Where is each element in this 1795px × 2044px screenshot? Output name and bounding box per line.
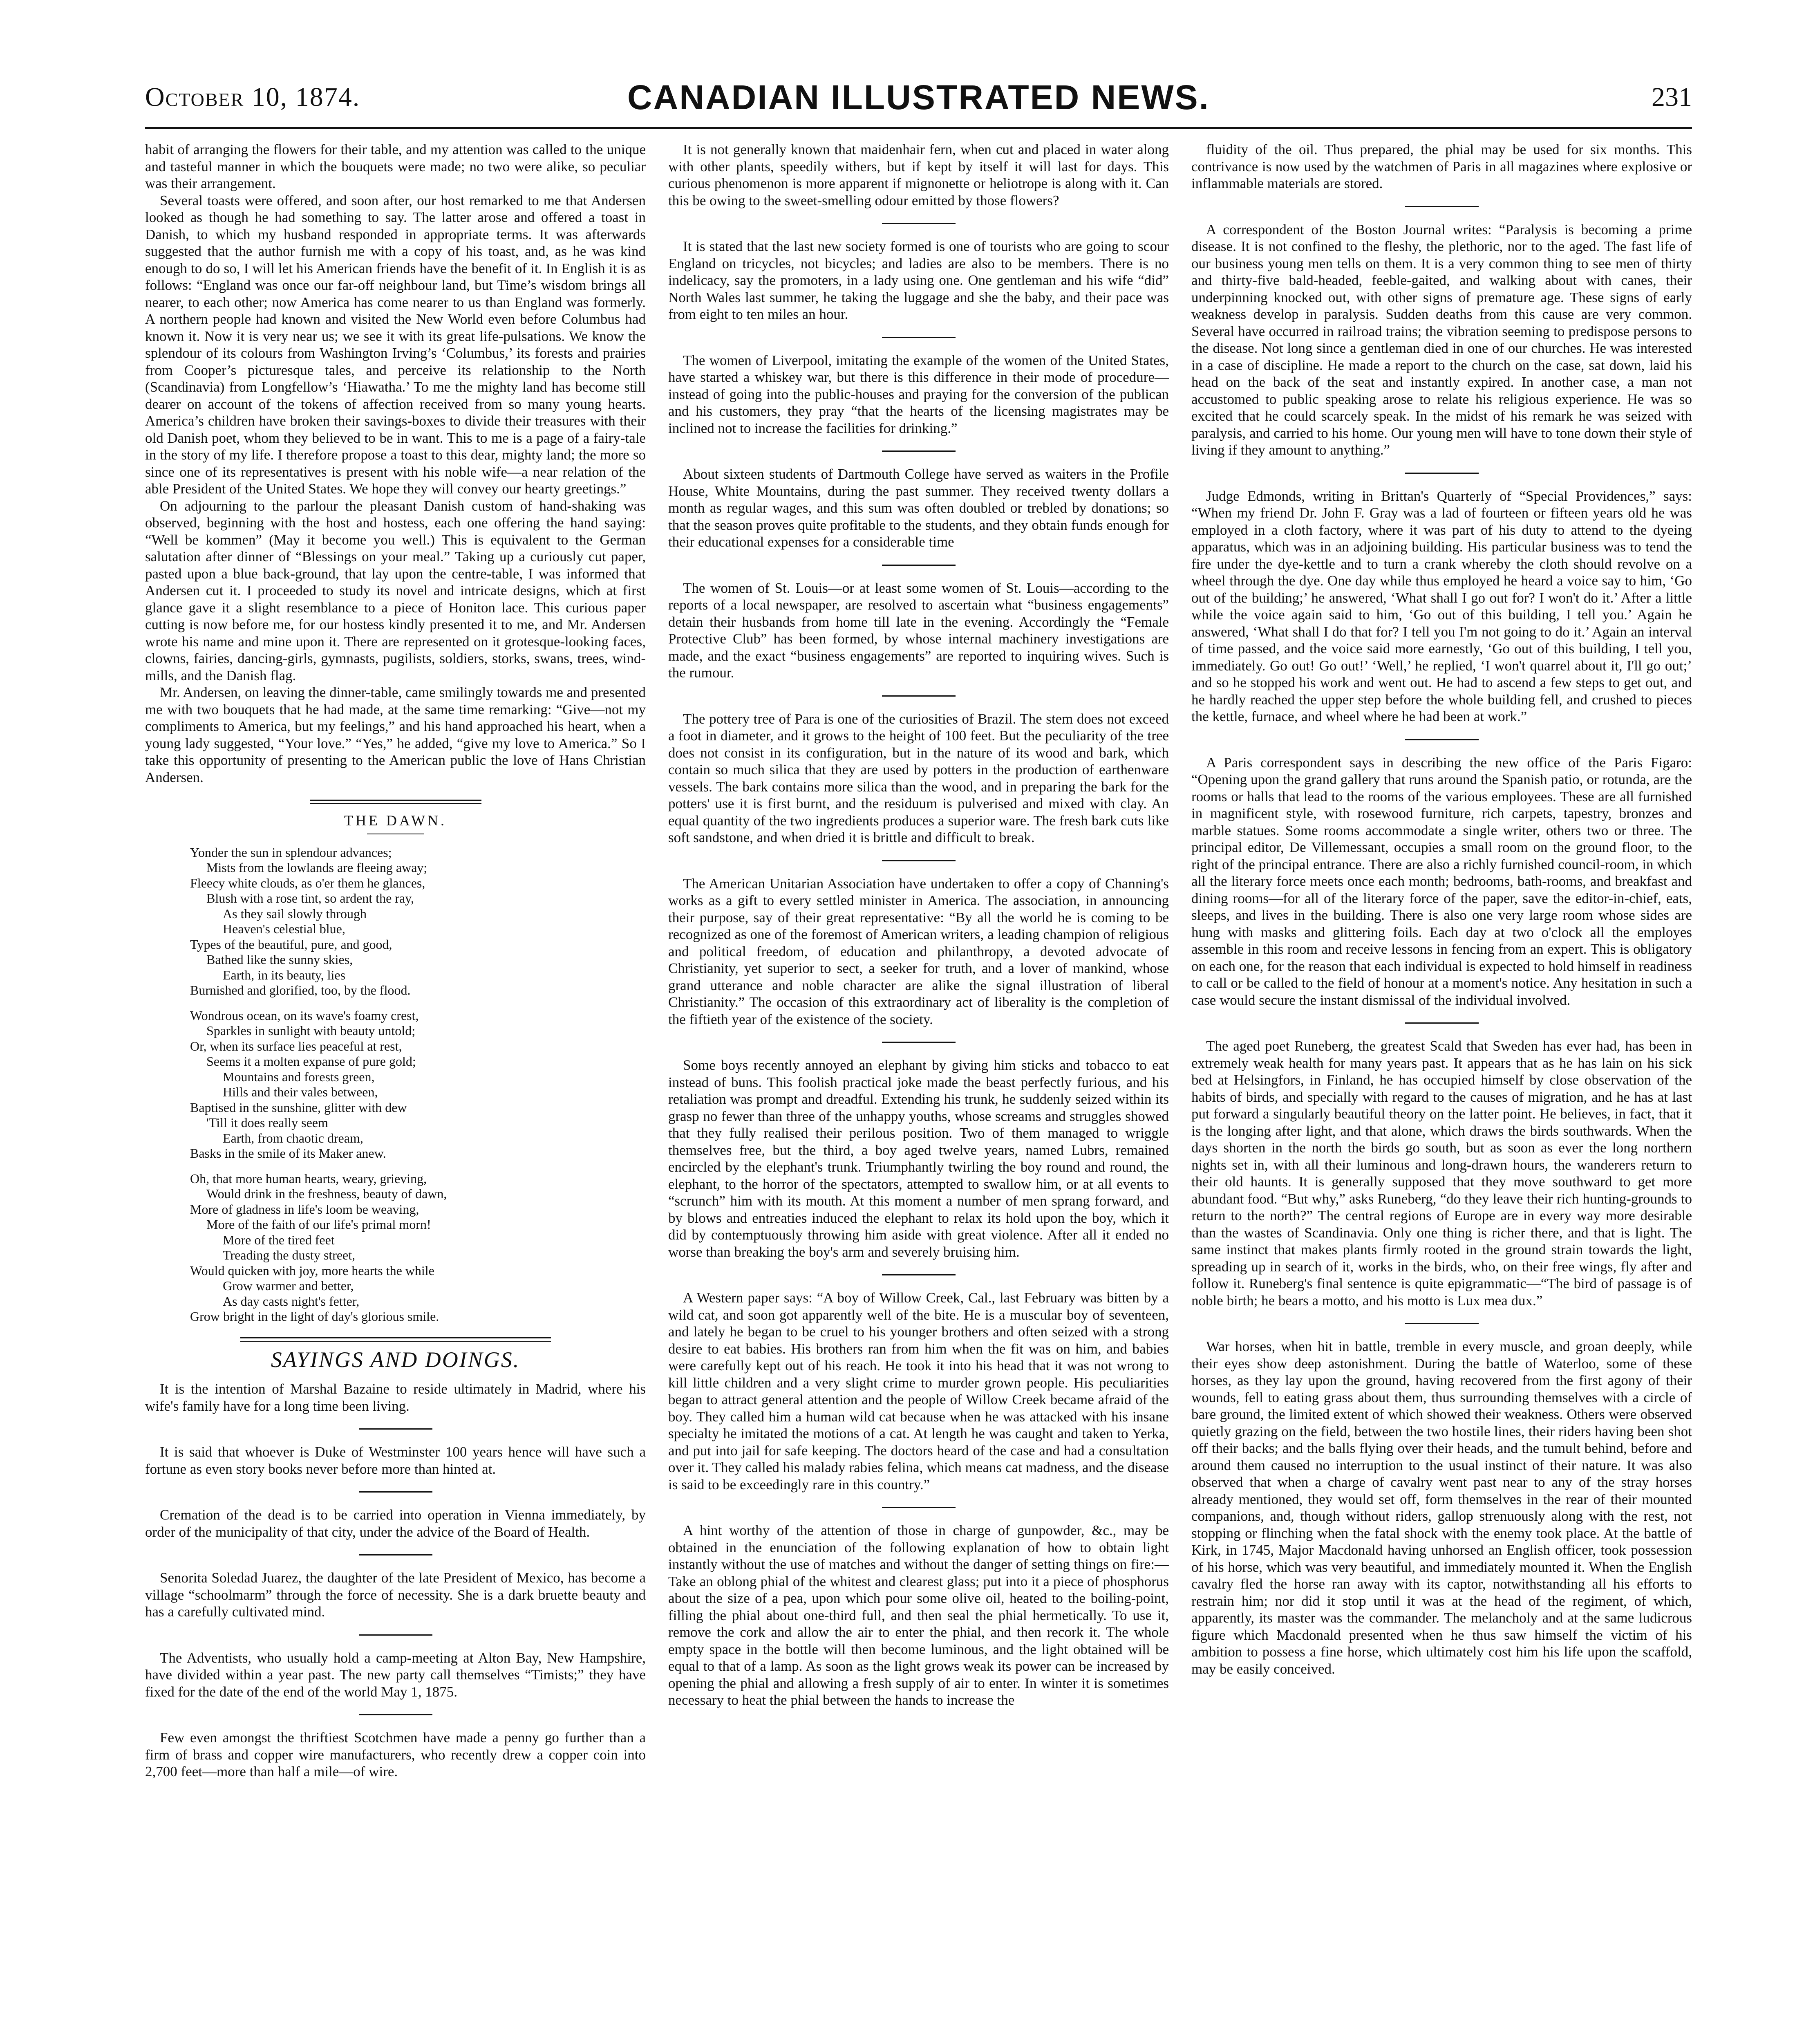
poem-line: Yonder the sun in splendour advances; (190, 845, 392, 860)
poem-line: As day casts night's fetter, (223, 1293, 360, 1309)
news-item (1191, 221, 1692, 459)
poem-line: Blush with a rose tint, so ardent the ray, (206, 891, 414, 905)
news-item (145, 1650, 646, 1701)
poem-line: 'Till it does really seem (206, 1115, 328, 1130)
article-paragraph: Mr. Andersen, on leaving the dinner-table, came smilingly towards me and presented me with two bouquets that he had made, at the same time remarking: “Give—not my compliments to America, but my feelings,” and his hand approached his heart, when a young lady suggested, “Your love.” “Yes,” he added, “give my love to America.” So I take this opportunity of presenting to the American public the love of Hans Christian Andersen. (145, 684, 646, 785)
divider (1405, 1022, 1479, 1024)
poem-line: Types of the beautiful, pure, and good, (190, 937, 392, 952)
poem-line: Earth, in its beauty, lies (223, 967, 346, 982)
news-item (1191, 1338, 1692, 1677)
news-item-text: It is stated that the last new society formed is one of tourists who are going to scour England on tricycles, not bicycles; and ladies are also to be members. There is no indelicacy, say the promoters, in a lady using one. One gentleman and his wife “did” North Wales last summer, he taking the luggage and she the baby, and their pace was from eight to ten miles an hour. (668, 238, 1169, 322)
news-item (145, 1506, 646, 1540)
poem-line: Or, when its surface lies peaceful at rest, (190, 1038, 402, 1053)
news-item (668, 875, 1169, 1028)
poem-line: Mists from the lowlands are fleeing away; (206, 860, 427, 875)
news-item (668, 238, 1169, 323)
divider (882, 450, 956, 452)
divider (882, 337, 956, 338)
news-item-text: A Paris correspondent says in describing the new office of the Paris Figaro: “Opening upon the grand gallery that runs around the Spanish patio, or rotunda, are the rooms or halls that lead to the rooms of the various employees. These are all furnished in magnificent style, with rosewood furniture, rich carpets, tapestry, bronzes and marble statues. Some rooms accommodate a single writer, others two or three. The principal editor, De Villemessant, occupies a small room on the ground floor, to the right of the principal entrance. There are also a richly furnished council-room, in which all the literary force meets once each month; bedrooms, bath-rooms, and breakfast and dining rooms—for all of the literary force of the paper, save the editor-in-chief, eats, sleeps, and lives in the building. There is also one very large room whose sides are hung with masks and glittering foils. Each day at two o'clock all the employes assemble in this room and receive lessons in fencing from an expert. This is obligatory on each one, for the reason that each individual is expected to hold himself in readiness to call or be called to the field of honour at a moment's notice. Any hesitation in such a case would secure the instant dismissal of the individual involved. (1191, 754, 1692, 1008)
poem-line: Earth, from chaotic dream, (223, 1130, 363, 1145)
divider (359, 1554, 432, 1555)
poem-line: Seems it a molten expanse of pure gold; (206, 1054, 416, 1069)
poem-line: Sparkles in sunlight with beauty untold; (206, 1023, 416, 1038)
news-item (145, 1569, 646, 1620)
news-item (145, 1729, 646, 1780)
news-item (668, 466, 1169, 551)
article-paragraph: On adjourning to the parlour the pleasant Danish custom of hand-shaking was observed, beginning with the host and hostess, each one offering the hand saying: “Well be kommen” (May it become you well.) This is equivalent to the German salutation after dinner of “Blessings on your meal.” Taking up a curiously cut paper, pasted upon a blue back-ground, that lay upon the centre-table, I was informed that Andersen cut it. I proceeded to study its novel and intricate designs, which at first glance gave it a slight resemblance to a piece of Honiton lace. This curious paper cutting is now before me, for our hostess kindly presented it to me, and Mr. Andersen wrote his name and mine upon it. There are represented on it grotesque-looking faces, clowns, fairies, dancing-girls, gymnasts, pugilists, soldiers, storks, swans, trees, wind-mills, and the Danish flag. (145, 498, 646, 684)
section-title: SAYINGS AND DOINGS. (271, 1347, 520, 1372)
divider (1405, 206, 1479, 207)
column-1 (145, 141, 646, 2044)
news-item-text: War horses, when hit in battle, tremble in every muscle, and groan deeply, while their eyes show deep astonishment. During the battle of Waterloo, some of these horses, as they lay upon the ground, having recovered from the first agony of their wounds, fell to eating grass about them, thus surrounding themselves with a circle of bare ground, the limited extent of which showed their weakness. Others were observed quietly grazing on the field, between the two hostile lines, their riders having been shot off their backs; and the balls flying over their heads, and the tumult behind, before and around them caused no interruption to the usual instinct of their nature. It was also observed that when a charge of cavalry went past near to any of the stray horses already mentioned, they would set off, form themselves in the rear of their mounted companions, and, though without riders, gallop strenuously along with the rest, not stopping or flinching when the fatal shock with the enemy took place. At the battle of Kirk, in 1745, Major Macdonald having unhorsed an English officer, took possession of his horse, which was very beautiful, and immediately mounted it. When the English cavalry fled the horse ran away with its captor, notwithstanding all his efforts to restrain him; nor did it stop until it was at the head of the regiment, of which, apparently, its master was the commander. The melancholy and at the same ludicrous figure which Macdonald presented when he thus saw himself the victim of his ambition to possess a fine horse, which ultimately cost him his life upon the scaffold, may be easily conceived. (1191, 1338, 1692, 1677)
divider (1405, 739, 1479, 740)
newspaper-title: CANADIAN ILLUSTRATED NEWS. (627, 78, 1210, 117)
poem-stanza (190, 845, 646, 998)
poem-line: Would drink in the freshness, beauty of dawn, (206, 1186, 447, 1201)
poem-stanza (190, 1008, 646, 1161)
divider (240, 1337, 551, 1342)
news-item (668, 1522, 1169, 1709)
news-item-text: A Western paper says: “A boy of Willow Creek, Cal., last February was bitten by a wild cat, and soon got apparently well of the bite. He is a muscular boy of seventeen, and lately he began to be cruel to his younger brothers and often seized with a strong desire to eat babies. His brothers ran from him when the fit was on him, and babies were carefully kept out of his reach. He took it into his head that it was not wrong to kill little children and a very slight crime to murder grown people. His peculiarities began to attract general attention and the people of Willow Creek became afraid of the boy. They called him a human wild cat because when he was attacked with his insane specialty he imitated the motions of a cat. At length he was caught and taken to Yerka, and put into jail for safe keeping. The doctors heard of the case and had a consultation over it. They called his malady rabies felina, which means cat madness, and the disease is said to be exceedingly rare in this country.” (668, 1290, 1169, 1493)
news-item (1191, 754, 1692, 1009)
poem-title: THE DAWN. (344, 812, 447, 829)
news-item (668, 710, 1169, 846)
poem-line: Burnished and glorified, too, by the flood. (190, 983, 411, 997)
news-item-text: Judge Edmonds, writing in Brittan's Quarterly of “Special Providences,” says: “When my friend Dr. John F. Gray was a lad of fourteen or fifteen years old he was employed in a cloth factory, where it was part of his duty to attend to the dyeing apparatus, which was in an adjoining building. His particular business was to tend the fire under the dye-kettle and to turn a crank whereby the cloth should revolve on a wheel through the dye. One day while thus employed he heard a voice say to him, ‘Go out of the building;’ he answered, ‘What shall I go out for? I won't do it.’ After a little while the voice again said to him, ‘Go out of this building, I tell you.’ Again he answered, ‘What shall I do that for? I tell you I'm not going to do it.’ Again an interval of time passed, and the voice said more earnestly, ‘Go out of this building, I tell you, immediately. Go out! Go out!’ ‘Well,’ he replied, ‘I won't quarrel about it, I'll go out;’ and so he stopped his work and went out. He had to ascend a few steps to get out, and he hardly reached the upper step before the whole building fell, and crushed to pieces the kettle, furnace, and wheel where he had been at work.” (1191, 488, 1692, 724)
divider (882, 1042, 956, 1043)
poem-stanza (190, 1171, 646, 1325)
poem-line: Hills and their vales between, (223, 1085, 378, 1099)
page-number: 231 (1652, 82, 1692, 112)
news-item (668, 1289, 1169, 1493)
masthead (145, 78, 1692, 129)
news-item-text: About sixteen students of Dartmouth College have served as waiters in the Profile House, White Mountains, during the past summer. They received twenty dollars a month as regular wages, and this sum was often doubled or trebled by donations; so that the season proves quite profitable to the students, and they obtain funds enough for their educational expenses for a considerable time (668, 466, 1169, 550)
news-item (668, 1057, 1169, 1260)
news-item-text: Senorita Soledad Juarez, the daughter of the late President of Mexico, has become a village “schoolmarm” through the force of necessity. She is a dark bruette beauty and has a carefully cultivated mind. (145, 1570, 646, 1620)
poem-line: Baptised in the sunshine, glitter with dew (190, 1100, 407, 1115)
news-item-text: Few even amongst the thriftiest Scotchmen have made a penny go further than a firm of brass and copper wire manufacturers, who recently drew a copper coin into 2,700 feet—more than half a mile—of wire. (145, 1730, 646, 1780)
news-item (1191, 488, 1692, 725)
news-item-text: A correspondent of the Boston Journal writes: “Paralysis is becoming a prime disease. It is not confined to the fleshy, the plethoric, nor to the aged. The fast life of our business young men tells on them. It is a very common thing to see men of thirty and thirty-five bald-headed, feeble-gaited, and walking about with canes, their underpinning knocked out, with other signs of premature age. These signs of early weakness develop in paralysis. Sudden deaths from this cause are very common. Several have occurred in railroad trains; the vibration seeming to predispose persons to the disease. Not long since a gentleman died in one of our churches. He was interested in a case of discipline. He made a report to the church on the case, sat down, laid his head on the back of the seat and instantly expired. In another case, a man not accustomed to public speaking arose to relate his religious experience. He was so excited that he could scarcely speak. In the midst of his remark he was seized with paralysis, and carried to his home. Our young men will have to tone down their style of living if they amount to anything.” (1191, 221, 1692, 458)
divider (310, 800, 481, 804)
news-item (145, 1443, 646, 1477)
divider (359, 1634, 432, 1636)
divider (359, 1491, 432, 1493)
divider (882, 1274, 956, 1275)
news-item-text: The pottery tree of Para is one of the curiosities of Brazil. The stem does not exceed a foot in diameter, and it grows to the height of 100 feet. But the peculiarity of the tree does not consist in its configuration, but in the nature of its wood and bark, which contain so much silica that they are used by potters in the production of earthenware vessels. The bark contains more silica than the wood, and in preparing the bark for the potters' use it is first burnt, and the residuum is pulverised and mixed with clay. An equal quantity of the two ingredients produces a superior ware. The fresh bark cuts like soft sandstone, and when dried it is brittle and difficult to break. (668, 710, 1169, 845)
news-item-text: The women of St. Louis—or at least some women of St. Louis—according to the reports of a local newspaper, are resolved to ascertain what “business engagements” detain their husbands from home till late in the evening. Accordingly the “Female Protective Club” has been formed, by whose internal machinery investigations are made, and the exact “business engagements” are reported to inquiring wives. Such is the rumour. (668, 580, 1169, 681)
news-item-text: Some boys recently annoyed an elephant by giving him sticks and tobacco to eat instead of buns. This foolish practical joke made the beast perfectly furious, and his retaliation was prompt and dreadful. Extending his trunk, he suddenly seized within its grasp no fewer than three of the unhappy youths, whose screams and struggles showed that they fully realised their perilous position. Two of them managed to wriggle themselves free, but the third, a boy aged twelve years, named Lubrs, remained encircled by the elephant's trunk. Triumphantly twirling the boy round and round, the elephant, to the horror of the spectators, attempted to swallow him, or at all events to “scrunch” him with its mouth. At this moment a number of men sprang forward, and by blows and entreaties induced the elephant to relax its hold upon the boy, which it did by contemptuously throwing him aside with great violence. After all it ended no worse than breaking the boy's arm and severely bruising him. (668, 1057, 1169, 1260)
poem-line: As they sail slowly through (223, 906, 367, 921)
poem-line: More of gladness in life's loom be weaving, (190, 1201, 419, 1217)
news-item (145, 1381, 646, 1414)
news-item-text: Cremation of the dead is to be carried into operation in Vienna immediately, by order of the municipality of that city, under the advice of the Board of Health. (145, 1507, 646, 1540)
poem-line: Grow warmer and better, (223, 1278, 354, 1293)
news-item (668, 141, 1169, 209)
news-item (1191, 141, 1692, 192)
poem (145, 845, 646, 1325)
poem-line: Oh, that more human hearts, weary, grieving, (190, 1171, 427, 1186)
news-item-text: The American Unitarian Association have undertaken to offer a copy of Channing's works as a gift to every settled minister in America. The association, in announcing their purpose, say of their great representative: “By all the world he is coming to be recognized as one of the foremost of American writers, a leading champion of religious and political freedom, of education and philanthropy, a devoted advocate of Christianity, yet superior to sect, a seeker for truth, and a lover of mankind, whose grand utterance and noble character are alike the signal illustration of liberal Christianity.” The occasion of this extraordinary act of liberality is the completion of the fiftieth year of the existence of the society. (668, 875, 1169, 1027)
news-item-text: A hint worthy of the attention of those in charge of gunpowder, &c., may be obtained in the enunciation of the following explanation of how to obtain light instantly without the use of matches and without the danger of setting things on fire:—Take an oblong phial of the whitest and clearest glass; put into it a piece of phosphorus about the size of a pea, upon which pour some olive oil, heated to the boiling-point, filling the phial about one-third full, and then seal the phial hermetically. To use it, remove the cork and allow the air to enter the phial, and then recork it. The whole empty space in the bottle will then become luminous, and the light obtained will be equal to that of a lamp. As soon as the light grows weak its power can be increased by opening the phial and allowing a fresh supply of air to enter. In winter it is sometimes necessary to heat the phial between the hands to increase the (668, 1522, 1169, 1708)
poem-line: Mountains and forests green, (223, 1069, 375, 1084)
news-item (668, 580, 1169, 681)
news-item (1191, 1038, 1692, 1309)
article-paragraph: habit of arranging the flowers for their table, and my attention was called to the unique and tasteful manner in which the bouquets were made; no two were alike, so peculiar was their arrangement. (145, 141, 646, 191)
poem-line: Treading the dusty street, (223, 1248, 356, 1262)
news-item (668, 352, 1169, 437)
poem-line: Basks in the smile of its Maker anew. (190, 1146, 386, 1161)
news-item-text: The aged poet Runeberg, the greatest Scald that Sweden has ever had, has been in extremely weak health for many years past. It appears that as he has lain on his sick bed at Helsingfors, in Finland, he has occupied himself by close observation of the habits of birds, and specially with regard to the causes of migration, and he has at last put forward a singularly beautiful theory on the latter point. He believes, in fact, that it is the longing after light, and that alone, which draws the birds southwards. When the days shorten in the north the birds go south, but as soon as ever the long northern nights set in, with all their luminous and long-drawn hours, the wanderers return to their old haunts. It is generally supposed that they move southward to get more abundant food. “But why,” asks Runeberg, “do they leave their rich hunting-grounds to return to the north?” The central regions of Europe are in every way more desirable than the wastes of Scandinavia. Only one thing is richer there, and that is light. The same instinct that makes plants firmly rooted in the ground strain towards the light, spreading up in search of it, works in the birds, who, on their free wings, fly after and follow it. Runeberg's final sentence is quite epigrammatic—“The bird of passage is of noble birth; he bears a motto, and his motto is Lux mea dux.” (1191, 1038, 1692, 1309)
poem-line: More of the faith of our life's primal morn! (206, 1217, 431, 1232)
poem-line: Grow bright in the light of day's glorious smile. (190, 1309, 439, 1324)
article-paragraph: Several toasts were offered, and soon after, our host remarked to me that Andersen looked as though he had something to say. The latter arose and offered a toast in Danish, to which my husband responded in appropriate terms. It was afterwards suggested that the author furnish me with a copy of his toast, and, as he was kind enough to do so, I will let his American friends have the benefit of it. In English it is as follows: “England was once our far-off neighbour land, but Time’s wisdom brings all nearer, to each other; now America has come nearer to us than England was formerly. A northern people had known and visited the New World even before Columbus had known it. Now it is very near us; we see it with its great life-pulsations. We know the splendour of its colours from Washington Irving’s ‘Columbus,’ its forests and prairies from Cooper’s picturesque tales, and perceive its relationship to the North (Scandinavia) from Longfellow’s ‘Hiawatha.’ To me the mighty land has become still dearer on account of the tokens of affection received from so many young hearts. America’s children have broken their savings-boxes to divide their treasures with their old Danish poet, whom they believed to be in want. This to me is a page of a fairy-tale in the story of my life. I therefore propose a toast to this dear, mighty land; the more so since one of its representatives is present with his noble wife—a near relation of the able President of the United States. We hope they will convey our hearty greetings.” (145, 192, 646, 497)
poem-line: More of the tired feet (223, 1232, 335, 1247)
andersen-article (145, 141, 646, 786)
divider (359, 1428, 432, 1430)
column-2 (668, 141, 1169, 2044)
divider (359, 1714, 432, 1715)
news-item-text: The Adventists, who usually hold a camp-meeting at Alton Bay, New Hampshire, have divided within a year past. The new party call themselves “Timists;” they have fixed for the date of the end of the world May 1, 1875. (145, 1650, 646, 1700)
issue-date: October 10, 1874. (145, 82, 360, 112)
divider (882, 223, 956, 224)
news-item-text: It is said that whoever is Duke of Westminster 100 years hence will have such a fortune as even story books never before more than hinted at. (145, 1444, 646, 1477)
divider (882, 695, 956, 697)
divider (882, 860, 956, 861)
poem-line: Wondrous ocean, on its wave's foamy crest, (190, 1008, 419, 1023)
poem-line: Fleecy white clouds, as o'er them he glances, (190, 875, 425, 890)
news-item-text: It is not generally known that maidenhair fern, when cut and placed in water along with other plants, speedily withers, but if kept by itself it will last for days. This curious phenomenon is more apparent if mignonette or heliotrope is along with it. Can this be owing to the sweet-smelling odour emitted by those flowers? (668, 141, 1169, 208)
poem-line: Would quicken with joy, more hearts the while (190, 1263, 434, 1278)
poem-line: Heaven's celestial blue, (223, 921, 345, 936)
poem-line: Bathed like the sunny skies, (206, 952, 353, 967)
news-item-text: fluidity of the oil. Thus prepared, the phial may be used for six months. This contrivance is now used by the watchmen of Paris in all magazines where explosive or inflammable materials are stored. (1191, 141, 1692, 191)
column-3 (1191, 141, 1692, 2044)
news-item-text: The women of Liverpool, imitating the example of the women of the United States, have started a whiskey war, but there is this difference in their mode of procedure—instead of going into the public-houses and praying for the conversion of the publican and his customers, they pray “that the hearts of the licensing magistrates may be inclined not to increase the facilities for drinking.” (668, 352, 1169, 436)
divider (1405, 1323, 1479, 1324)
divider (882, 1507, 956, 1508)
divider (882, 565, 956, 566)
news-item-text: It is the intention of Marshal Bazaine to reside ultimately in Madrid, where his wife's family have for a long time been living. (145, 1381, 646, 1414)
divider (1405, 473, 1479, 474)
